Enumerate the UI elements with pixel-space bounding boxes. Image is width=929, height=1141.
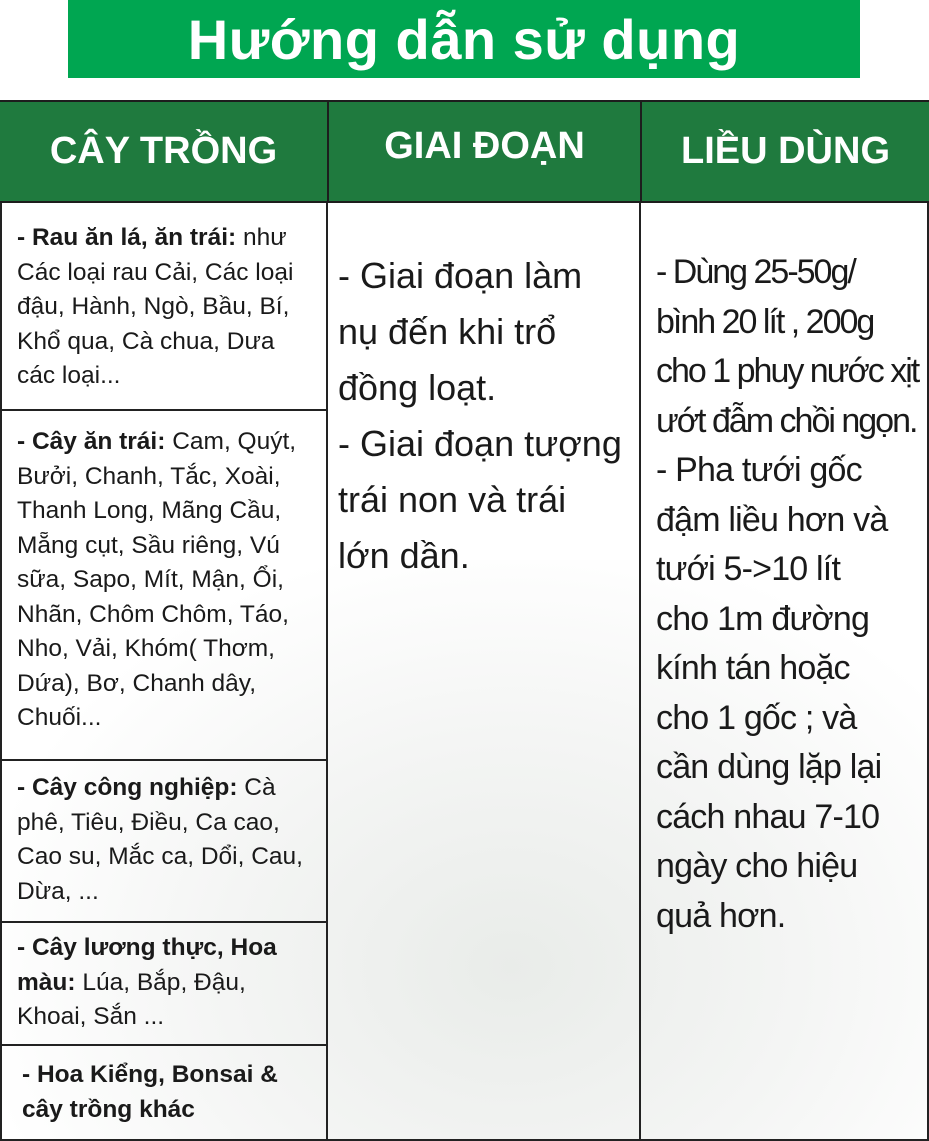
stage-cell	[338, 248, 634, 584]
crop-cell-ornamental	[2, 1046, 326, 1141]
crop-label: - Hoa Kiểng, Bonsai & cây trồng khác	[22, 1061, 278, 1123]
stage-item: - Giai đoạn tượng trái non và trái lớn dần.	[338, 423, 622, 576]
crop-label: - Cây lương thực, Hoa màu:	[17, 934, 277, 996]
dose-watering: - Pha tưới gốc đậm liều hơn và tưới 5->10 lít cho 1m đường kính tán hoặc cho 1 gốc ; và cần dùng lặp lại cách nhau 7-10 ngày cho hiệu quả hơn.	[656, 451, 888, 935]
header-dose: LIỀU DÙNG	[640, 102, 929, 201]
stage-item: - Giai đoạn làm nụ đến khi trổ đồng loạt.	[338, 255, 583, 408]
header-crop: CÂY TRỒNG	[49, 130, 278, 172]
crop-label: - Rau ăn lá, ăn trái:	[17, 224, 237, 251]
crop-text: như Các loại rau Cải, Các loại đậu, Hành, Ngò, Bầu, Bí, Khổ qua, Cà chua, Dưa các loại...	[17, 224, 294, 389]
page-title: Hướng dẫn sử dụng	[187, 7, 741, 71]
crop-cell-industrial	[2, 761, 326, 923]
crop-cell-fruit-trees	[2, 411, 326, 761]
header-stage: GIAI ĐOẠN	[327, 102, 640, 201]
table-header-row	[0, 100, 929, 203]
column-divider	[639, 203, 641, 1141]
crop-cell-food-crops	[2, 923, 326, 1046]
crop-cell-vegetables	[2, 203, 326, 411]
column-divider	[326, 203, 328, 1141]
dose-cell	[656, 248, 921, 941]
crop-label: - Cây ăn trái:	[17, 428, 166, 455]
crop-text: Cà phê, Tiêu, Điều, Ca cao, Cao su, Mắc ca, Dổi, Cau, Dừa, ...	[17, 774, 303, 905]
crop-text: Lúa, Bắp, Đậu, Khoai, Sắn ...	[17, 968, 246, 1030]
dose-spray: - Dùng 25-50g/ bình 20 lít , 200g cho 1 phuy nước xịt ướt đẫm chồi ngọn.	[656, 253, 919, 440]
crop-label: - Cây công nghiệp:	[17, 774, 238, 801]
crop-text: Cam, Quýt, Bưởi, Chanh, Tắc, Xoài, Thanh Long, Mãng Cầu, Mẵng cụt, Sầu riêng, Vú sữa, Sapo, Mít, Mận, Ổi, Nhãn, Chôm Chôm, Táo, Nho, Vải, Khóm( Thơm, Dứa), Bơ, Chanh dây, Chuối...	[17, 428, 297, 731]
title-banner	[68, 0, 860, 78]
